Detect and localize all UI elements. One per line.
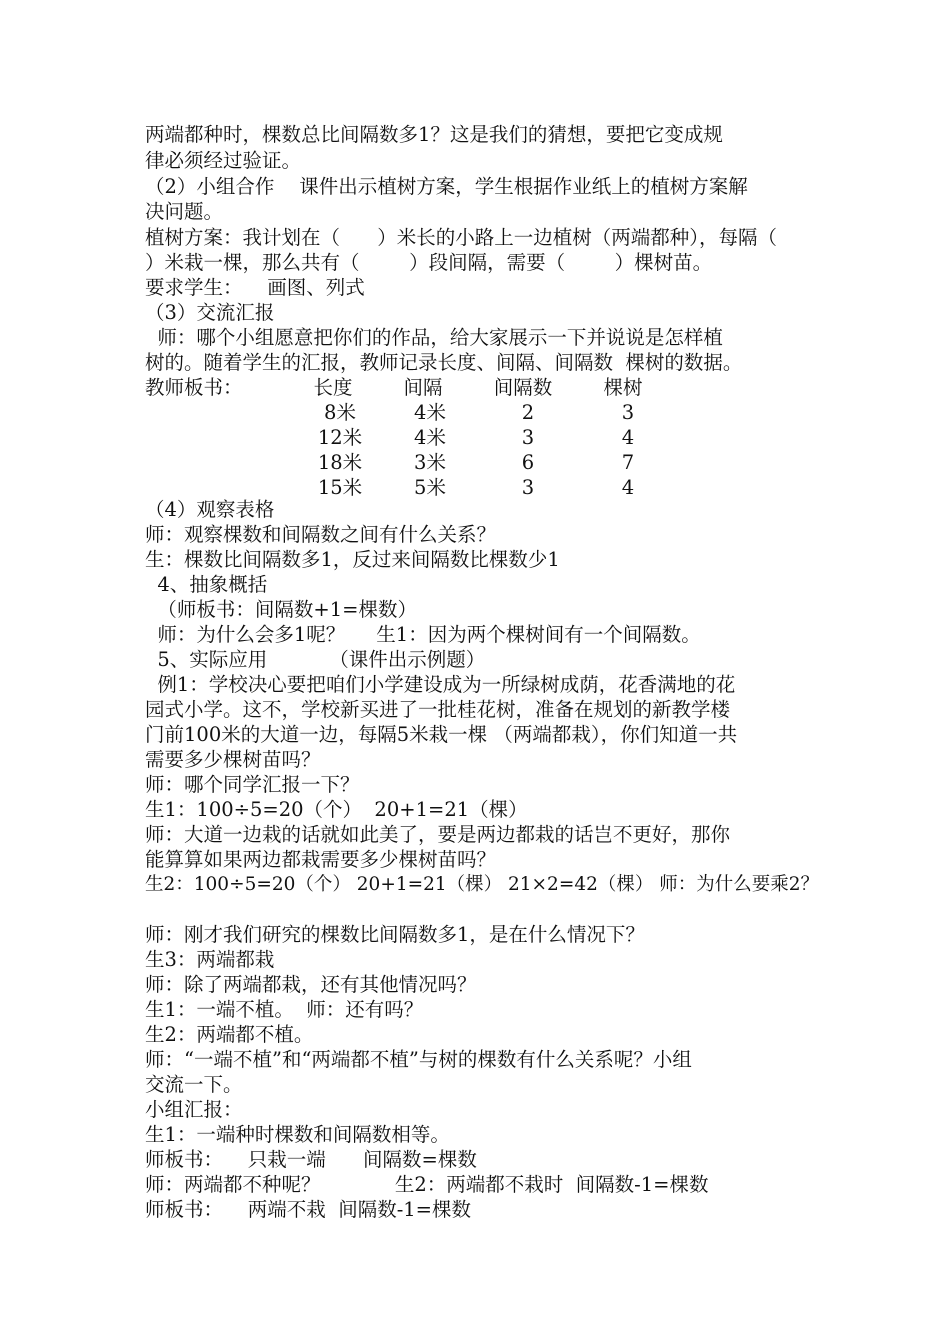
text-line: 树的。随着学生的汇报，教师记录长度、间隔、间隔数 棵树的数据。 bbox=[145, 351, 743, 374]
text-line: 师：两端都不种呢？ 生2：两端都不栽时 间隔数-1=棵数 bbox=[145, 1173, 709, 1196]
text-line: 生1：一端不植。 师：还有吗？ bbox=[145, 998, 424, 1021]
text-line: （2）小组合作 课件出示植树方案，学生根据作业纸上的植树方案解 bbox=[145, 175, 748, 198]
text-line: 例1：学校决心要把咱们小学建设成为一所绿树成荫，花香满地的花 bbox=[145, 673, 736, 696]
text-line: 师：刚才我们研究的棵数比间隔数多1，是在什么情况下？ bbox=[145, 923, 645, 946]
table-cell: 3 bbox=[521, 476, 535, 499]
text-line: 师：哪个同学汇报一下？ bbox=[145, 773, 360, 796]
table-cell: 4米 bbox=[414, 401, 446, 424]
text-line: 师：大道一边栽的话就如此美了，要是两边都栽的话岂不更好，那你 bbox=[145, 823, 731, 846]
table-cell: 12米 bbox=[317, 426, 363, 449]
text-line: 师板书： 两端不栽 间隔数-1=棵数 bbox=[145, 1198, 472, 1221]
text-line: 小组汇报： bbox=[145, 1098, 243, 1121]
text-line: 植树方案：我计划在（ ）米长的小路上一边植树（两端都种），每隔（ bbox=[145, 226, 777, 249]
text-line: 生1：一端种时棵数和间隔数相等。 bbox=[145, 1123, 450, 1146]
table-cell: 2 bbox=[521, 401, 535, 424]
table-cell: 18米 bbox=[317, 451, 363, 474]
text-line: 要求学生： 画图、列式 bbox=[145, 276, 365, 299]
table-cell: 15米 bbox=[317, 476, 363, 499]
section-heading: 5、实际应用 （课件出示例题） bbox=[145, 648, 486, 671]
table-header: 间隔数 bbox=[493, 376, 553, 399]
section-heading: （4）观察表格 bbox=[145, 498, 275, 521]
table-cell: 3 bbox=[621, 401, 635, 424]
text-line: 师：观察棵数和间隔数之间有什么关系？ bbox=[145, 523, 497, 546]
text-line: 生1：100÷5=20（个） 20+1=21（棵） bbox=[145, 798, 528, 821]
section-heading: 4、抽象概括 bbox=[145, 573, 268, 596]
table-cell: 3 bbox=[521, 426, 535, 449]
text-line: 师：为什么会多1呢？ 生1：因为两个棵树间有一个间隔数。 bbox=[145, 623, 701, 646]
text-line: 门前100米的大道一边，每隔5米栽一棵 （两端都栽），你们知道一共 bbox=[145, 723, 738, 746]
text-line: （师板书：间隔数+1=棵数） bbox=[145, 598, 417, 621]
table-header: 棵树 bbox=[603, 376, 643, 399]
board-label: 教师板书： bbox=[145, 376, 243, 399]
section-heading: （3）交流汇报 bbox=[145, 301, 275, 324]
text-line: 园式小学。这不，学校新买进了一批桂花树，准备在规划的新教学楼 bbox=[145, 698, 731, 721]
table-header: 长度 bbox=[313, 376, 353, 399]
text-line: 能算算如果两边都栽需要多少棵树苗吗？ bbox=[145, 848, 497, 871]
table-cell: 4 bbox=[621, 476, 635, 499]
table-cell: 3米 bbox=[414, 451, 446, 474]
table-cell: 6 bbox=[521, 451, 535, 474]
text-line: 两端都种时，棵数总比间隔数多1？这是我们的猜想，要把它变成规 bbox=[145, 123, 723, 146]
text-line: 师：除了两端都栽，还有其他情况吗？ bbox=[145, 973, 477, 996]
text-line: 决问题。 bbox=[145, 200, 224, 223]
table-cell: 4米 bbox=[414, 426, 446, 449]
text-line: 交流一下。 bbox=[145, 1073, 243, 1096]
table-cell: 8米 bbox=[324, 401, 356, 424]
text-line: 师：“一端不植”和“两端都不植”与树的棵数有什么关系呢？小组 bbox=[145, 1048, 692, 1071]
text-line: 需要多少棵树苗吗？ bbox=[145, 748, 321, 771]
table-cell: 7 bbox=[621, 451, 635, 474]
text-line: 生2：100÷5=20（个） 20+1=21（棵） 21×2=42（棵） 师：为什么要乘2？ bbox=[145, 874, 820, 895]
table-cell: 5米 bbox=[414, 476, 446, 499]
table-header: 间隔 bbox=[403, 376, 443, 399]
text-line: 律必须经过验证。 bbox=[145, 149, 302, 172]
text-line: 生3：两端都栽 bbox=[145, 948, 275, 971]
text-line: 师：哪个小组愿意把你们的作品，给大家展示一下并说说是怎样植 bbox=[145, 326, 723, 349]
table-cell: 4 bbox=[621, 426, 635, 449]
text-line: 生：棵数比间隔数多1，反过来间隔数比棵数少1 bbox=[145, 548, 560, 571]
text-line: 生2：两端都不植。 bbox=[145, 1023, 314, 1046]
text-line: 师板书： 只栽一端 间隔数=棵数 bbox=[145, 1148, 477, 1171]
text-line: ）米栽一棵，那么共有（ ）段间隔，需要（ ）棵树苗。 bbox=[145, 251, 713, 274]
